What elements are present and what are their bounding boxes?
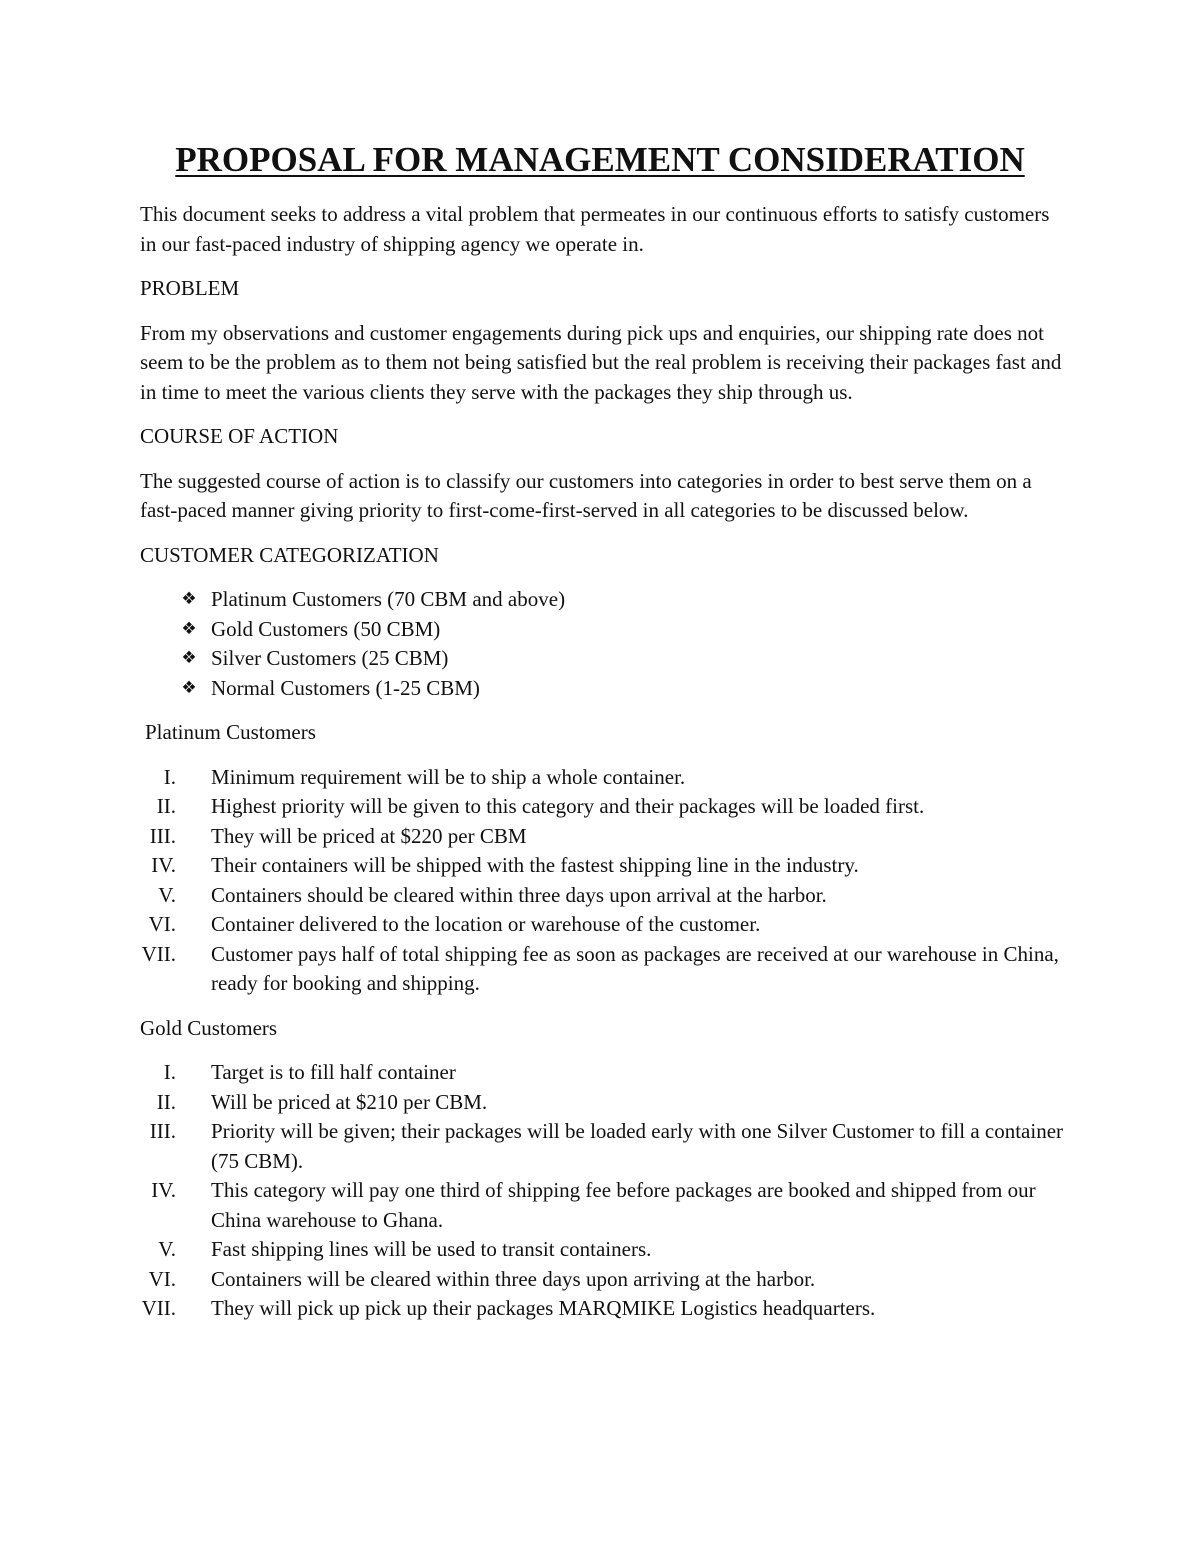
list-number: II. bbox=[156, 1089, 176, 1114]
list-text: Containers should be cleared within three days upon arrival at the harbor. bbox=[211, 882, 827, 907]
platinum-heading: Platinum Customers bbox=[145, 720, 316, 744]
list-text: This category will pay one third of shipping fee before packages are booked and shipped from our China warehouse to Ghana. bbox=[211, 1178, 1036, 1232]
list-text: They will pick up pick up their packages MARQMIKE Logistics headquarters. bbox=[211, 1296, 876, 1320]
list-item bbox=[140, 1294, 1070, 1324]
list-number: V. bbox=[158, 882, 176, 907]
list-number: VII. bbox=[141, 941, 176, 966]
list-item bbox=[140, 644, 1070, 674]
list-number: VI. bbox=[148, 912, 176, 936]
list-text: Containers will be cleared within three days upon arriving at the harbor. bbox=[211, 1266, 816, 1291]
list-item bbox=[140, 910, 1070, 940]
list-number: III. bbox=[149, 1119, 176, 1143]
list-item bbox=[140, 1117, 1070, 1176]
list-item bbox=[140, 792, 1070, 822]
diamond-bullet-icon: ❖ bbox=[181, 648, 197, 668]
customer-categorization-heading: CUSTOMER CATEGORIZATION bbox=[140, 542, 439, 567]
course-of-action-paragraph: The suggested course of action is to classify our customers into categories in order to best serve them on a fast-paced manner giving priority to first-come-first-served in all categories to be discussed below. bbox=[140, 468, 1032, 522]
document-body bbox=[140, 200, 1070, 1339]
list-text: Their containers will be shipped with the fastest shipping line in the industry. bbox=[211, 853, 859, 877]
list-item bbox=[140, 940, 1070, 999]
category-text: Silver Customers (25 CBM) bbox=[211, 646, 449, 670]
list-item bbox=[140, 1176, 1070, 1235]
category-text: Platinum Customers (70 CBM and above) bbox=[211, 587, 566, 611]
list-item bbox=[140, 1058, 1070, 1088]
category-text: Normal Customers (1-25 CBM) bbox=[211, 675, 480, 700]
list-number: I. bbox=[163, 764, 176, 789]
list-item bbox=[140, 881, 1070, 911]
list-item bbox=[140, 851, 1070, 881]
list-text: Fast shipping lines will be used to transit containers. bbox=[211, 1237, 652, 1261]
diamond-bullet-icon: ❖ bbox=[181, 618, 197, 639]
diamond-bullet-icon: ❖ bbox=[181, 589, 197, 609]
list-item bbox=[140, 763, 1070, 793]
list-item bbox=[140, 1265, 1070, 1295]
list-item bbox=[140, 1088, 1070, 1118]
list-text: They will be priced at $220 per CBM bbox=[211, 823, 527, 848]
category-text: Gold Customers (50 CBM) bbox=[211, 616, 441, 641]
gold-list bbox=[140, 1058, 1070, 1324]
list-number: IV. bbox=[151, 853, 176, 877]
category-list bbox=[140, 585, 1070, 703]
list-number: VII. bbox=[141, 1296, 176, 1320]
diamond-bullet-icon: ❖ bbox=[181, 677, 197, 698]
list-item bbox=[140, 1235, 1070, 1265]
list-item bbox=[140, 585, 1070, 615]
list-text: Customer pays half of total shipping fee as soon as packages are received at our warehouse in China, ready for booking and shipping. bbox=[211, 941, 1059, 995]
list-number: VI. bbox=[148, 1266, 176, 1291]
list-number: I. bbox=[163, 1060, 176, 1084]
list-text: Container delivered to the location or warehouse of the customer. bbox=[211, 912, 761, 936]
list-number: IV. bbox=[151, 1178, 176, 1202]
problem-paragraph: From my observations and customer engagements during pick ups and enquiries, our shipping rate does not seem to be the problem as to them not being satisfied but the real problem is receiving their packages fast and in time to meet the various clients they serve with the packages they ship through us. bbox=[140, 320, 1062, 404]
problem-heading: PROBLEM bbox=[140, 276, 240, 300]
gold-heading: Gold Customers bbox=[140, 1015, 278, 1040]
list-item bbox=[140, 615, 1070, 645]
list-text: Priority will be given; their packages will be loaded early with one Silver Customer to fill a container (75 CBM). bbox=[211, 1119, 1064, 1173]
list-number: V. bbox=[158, 1237, 176, 1261]
list-number: III. bbox=[149, 823, 176, 848]
platinum-list bbox=[140, 763, 1070, 999]
list-item bbox=[140, 674, 1070, 704]
intro-paragraph: This document seeks to address a vital problem that permeates in our continuous efforts to satisfy customers in our fast-paced industry of shipping agency we operate in. bbox=[140, 202, 1050, 256]
document-title: PROPOSAL FOR MANAGEMENT CONSIDERATION bbox=[175, 140, 1025, 179]
list-item bbox=[140, 822, 1070, 852]
list-text: Highest priority will be given to this category and their packages will be loaded first. bbox=[211, 794, 925, 818]
list-text: Will be priced at $210 per CBM. bbox=[211, 1089, 488, 1114]
course-of-action-heading: COURSE OF ACTION bbox=[140, 424, 339, 448]
list-text: Target is to fill half container bbox=[211, 1060, 456, 1084]
list-number: II. bbox=[156, 794, 176, 818]
list-text: Minimum requirement will be to ship a whole container. bbox=[211, 764, 686, 789]
